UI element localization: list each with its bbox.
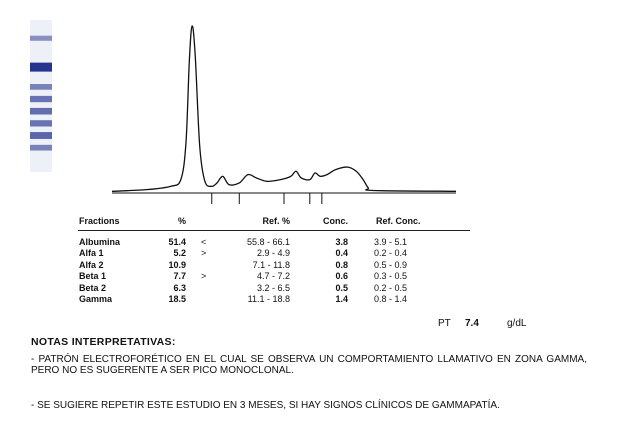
fraction-ref-range: 11.1 - 18.8 [247,293,290,304]
fraction-ref-conc: 0.5 - 0.9 [374,259,408,270]
fraction-flag: > [201,248,207,259]
fraction-percent: 7.7 [173,271,186,282]
fractions-table [78,216,470,305]
fraction-percent: 5.2 [173,248,186,259]
fraction-conc: 0.8 [335,259,348,270]
note-paragraph-1: - PATRÓN ELECTROFORÉTICO EN EL CUAL SE OBSERVA UN COMPORTAMIENTO LLAMATIVO EN ZONA GAMMA, PERO NO ES SUGERENTE A SER PICO MONOCLONAL. [31,354,587,376]
fraction-name: Beta 1 [79,271,107,282]
electrophoresis-curve [112,26,456,191]
header-percent: % [177,216,186,226]
fraction-name: Gamma [79,293,113,304]
fraction-percent: 51.4 [168,237,186,247]
header-ref-percent: Ref. % [262,216,290,226]
fraction-ref-conc: 0.2 - 0.4 [374,248,408,259]
fraction-name: Alfa 1 [79,248,104,259]
fraction-flag: < [201,237,207,247]
fraction-name: Alfa 2 [79,259,104,270]
total-protein-unit: g/dL [507,318,527,329]
fraction-ref-conc: 0.3 - 0.5 [374,271,408,282]
table-row [78,271,470,282]
note-paragraph-2: - SE SUGIERE REPETIR ESTE ESTUDIO EN 3 MESES, SI HAY SIGNOS CLÍNICOS DE GAMMAPATÍA. [31,400,500,411]
electrophoresis-curve-chart [0,0,620,212]
fraction-ref-range: 55.8 - 66.1 [246,237,290,247]
table-row [78,260,470,271]
table-row [78,294,470,305]
fraction-ref-range: 7.1 - 11.8 [252,259,290,270]
fraction-ref-range: 2.9 - 4.9 [256,248,290,259]
fraction-conc: 3.8 [335,237,348,247]
fraction-conc: 0.6 [335,271,348,282]
fraction-ref-conc: 0.8 - 1.4 [374,293,408,304]
table-row [78,283,470,294]
table-body [78,237,470,305]
header-ref-conc: Ref. Conc. [376,216,421,226]
fraction-conc: 1.4 [335,293,348,304]
header-fractions: Fractions [79,216,120,226]
fraction-conc: 0.5 [335,282,348,293]
fraction-percent: 10.9 [168,259,186,270]
fraction-name: Albumina [79,237,121,247]
notes-title: NOTAS INTERPRETATIVAS: [31,336,176,348]
fraction-ref-conc: 0.2 - 0.5 [374,282,408,293]
fraction-name: Beta 2 [79,282,107,293]
total-protein-value: 7.4 [465,318,479,329]
header-rule [78,230,470,231]
fraction-percent: 6.3 [173,282,186,293]
fraction-ref-range: 4.7 - 7.2 [256,271,290,282]
fraction-conc: 0.4 [335,248,348,259]
total-protein-label: PT [438,318,451,329]
table-header [78,216,470,230]
table-row [78,248,470,259]
fraction-percent: 18.5 [168,293,186,304]
fraction-ref-range: 3.2 - 6.5 [256,282,290,293]
fraction-ref-conc: 3.9 - 5.1 [374,237,408,247]
header-conc: Conc. [322,216,348,226]
fraction-flag: > [201,271,207,282]
table-row [78,237,470,248]
